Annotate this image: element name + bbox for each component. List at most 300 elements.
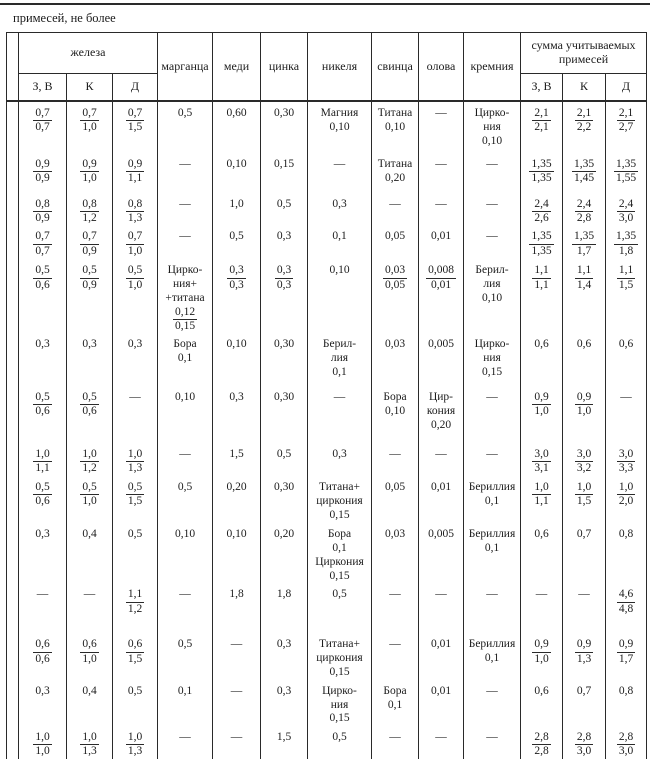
cell-text-line: 0,8 [618,528,634,541]
row-stub-cell [7,193,19,225]
row-stub-cell [7,101,19,153]
value-cell [213,386,261,443]
table-row [7,476,647,523]
value-cell [521,333,563,386]
value-cell [419,633,464,679]
header-sum-k: К [563,74,606,102]
cell-text-line: 0,01 [430,684,452,697]
cell-text-line: Бора [173,338,197,351]
value-cell [521,259,563,333]
cell-text-line: — [486,158,498,170]
row-stub-cell [7,443,19,476]
cell-text-line: 0,01 [430,638,452,651]
fraction-value: $\frac{0,5}{0,9}$ [82,264,97,291]
value-cell [606,101,647,153]
cell-text-line: — [486,230,498,243]
value-cell [261,333,308,386]
header-iron-k: К [67,74,113,102]
cell-text-line: 0,6 [534,528,549,541]
value-cell [308,523,372,583]
cell-text-line: 0,3 [229,391,244,404]
cell-text-line: 0,10 [329,120,350,133]
fraction-value: $\frac{0,9}{1,7}$ [618,638,634,665]
value-cell [213,333,261,386]
value-cell [419,476,464,523]
value-cell [464,333,521,386]
fraction-value: $\frac{0,9}{1,0}$ [82,158,97,185]
value-cell [464,259,521,333]
value-cell [521,633,563,679]
value-cell [606,443,647,476]
row-stub-cell [7,680,19,726]
value-cell [19,523,67,583]
cell-text-line: 1,0 [229,198,244,210]
value-cell [563,476,606,523]
cell-text-line: 0,7 [576,528,592,541]
cell-text-line: — [333,391,346,404]
cell-text-line: 0,20 [384,171,406,184]
value-cell [606,225,647,259]
cell-text-line: 0,5 [127,528,143,541]
cell-text-line: — [83,588,96,601]
value-cell [113,443,158,476]
cell-text-line: 0,6 [534,338,549,351]
value-cell [606,523,647,583]
cell-text-line: — [36,588,49,601]
table-header [7,33,647,102]
cell-text-line: 0,30 [273,338,295,351]
row-stub-cell [7,225,19,259]
value-cell [213,443,261,476]
cell-text-line: +титана [165,292,205,305]
cell-text-line: Бериллия [468,481,516,494]
value-cell [419,153,464,193]
value-cell [261,225,308,259]
table-row [7,583,647,633]
fraction-value: $\frac{0,9}{1,0}$ [576,391,592,418]
cell-text-line: 0,10 [481,292,503,305]
cell-text-line: 0,20 [273,528,295,541]
fraction-value: $\frac{1,0}{1,3}$ [127,448,143,475]
cell-text-line: 0,1 [484,495,500,508]
value-cell [213,680,261,726]
cell-text-line: 0,10 [329,264,350,277]
cell-text-line: — [179,588,191,601]
value-cell [464,726,521,758]
cell-text-line: 0,005 [428,528,454,541]
cell-text-line: 0,1 [177,352,193,365]
value-cell [19,386,67,443]
value-cell [213,153,261,193]
fraction-value: $\frac{0,6}{1,0}$ [82,638,97,665]
cell-text-line: 0,10 [384,120,406,133]
value-cell [158,523,213,583]
value-cell [261,523,308,583]
row-stub-cell [7,523,19,583]
cell-text-line: 0,3 [35,684,50,697]
value-cell [308,193,372,225]
cell-text-line: 0,30 [273,107,295,119]
value-cell [372,259,419,333]
value-cell [419,225,464,259]
value-cell [158,333,213,386]
cell-text-line: — [179,198,191,210]
cell-text-line: 0,3 [332,198,347,210]
value-cell [606,583,647,633]
value-cell [606,680,647,726]
fraction-value: $\frac{2,8}{3,0}$ [576,731,592,758]
header-iron-zv: З, В [19,74,67,102]
value-cell [563,726,606,758]
fraction-value: $\frac{3,0}{3,3}$ [618,448,634,475]
cell-text-line: 0,30 [273,481,295,494]
value-cell [372,726,419,758]
cell-text-line: Берил- [322,338,357,351]
cell-text-line: 0,6 [534,684,549,697]
cell-text-line: 0,5 [177,638,193,651]
cell-text-line: Магния [320,107,359,119]
cell-text-line: — [435,448,447,461]
value-cell [67,101,113,153]
value-cell [563,259,606,333]
document-page [0,3,650,758]
table-row [7,726,647,758]
fraction-value: $\frac{0,8}{0,9}$ [35,198,50,225]
cell-text-line: лия [483,278,501,291]
fraction-value: $\frac{0,5}{1,0}$ [82,481,97,508]
value-cell [372,193,419,225]
header-sum-d: Д [606,74,647,102]
cell-text-line: ния [483,120,501,133]
cell-text-line: — [486,198,498,210]
value-cell [308,443,372,476]
value-cell [521,523,563,583]
value-cell [563,583,606,633]
cell-text-line: 0,005 [428,338,454,351]
cell-text-line: Циркония [315,555,364,568]
table-row [7,333,647,386]
cell-text-line: 0,1 [484,652,500,665]
fraction-value: $\frac{0,5}{1,5}$ [127,481,143,508]
cell-text-line: 0,1 [332,542,347,555]
value-cell [464,476,521,523]
value-cell [261,443,308,476]
fraction-value: $\frac{1,1}{1,2}$ [127,588,143,615]
fraction-value: $\frac{1,35}{1,35}$ [531,158,552,185]
value-cell [67,153,113,193]
fraction-value: $\frac{1,0}{1,3}$ [82,731,97,758]
value-cell [19,726,67,758]
cell-text-line: Берил- [475,264,509,277]
fraction-value: $\frac{1,0}{1,3}$ [127,731,143,758]
cell-text-line: 0,3 [35,338,50,351]
cell-text-line: — [620,391,632,404]
value-cell [464,443,521,476]
value-cell [563,193,606,225]
table-row [7,225,647,259]
fraction-value: $\frac{1,1}{1,4}$ [576,264,592,291]
cell-text-line: 0,10 [384,405,406,418]
cell-text-line: Бериллия [468,528,516,541]
value-cell [19,193,67,225]
value-cell [606,259,647,333]
fraction-value: $\frac{0,3}{0,3}$ [229,264,244,291]
fraction-value: $\frac{0,7}{1,0}$ [127,230,143,257]
cell-text-line: Цир- [428,391,454,404]
value-cell [464,386,521,443]
fraction-value: $\frac{1,0}{2,0}$ [618,481,634,508]
value-cell [372,583,419,633]
value-cell [261,101,308,153]
cell-text-line: — [230,684,243,697]
cell-text-line: 0,30 [273,391,295,404]
value-cell [521,225,563,259]
value-cell [19,583,67,633]
fraction-value: $\frac{1,1}{1,5}$ [618,264,634,291]
value-cell [67,386,113,443]
cell-text-line: — [435,107,447,119]
row-stub-cell [7,333,19,386]
header-iron-d: Д [113,74,158,102]
value-cell [67,523,113,583]
cell-text-line: Титана [377,158,413,170]
value-cell [67,333,113,386]
cell-text-line: 0,15 [481,365,503,378]
value-cell [372,680,419,726]
value-cell [563,153,606,193]
value-cell [261,680,308,726]
fraction-value: $\frac{2,8}{3,0}$ [618,731,634,758]
cell-text-line: Титана [377,107,413,119]
value-cell [67,443,113,476]
fraction-value: $\frac{1,35}{1,7}$ [573,230,595,257]
value-cell [113,225,158,259]
fraction-value: $\frac{1,0}{1,1}$ [35,448,50,475]
value-cell [19,333,67,386]
value-cell [19,680,67,726]
value-cell [158,386,213,443]
cell-text-line: — [179,731,191,744]
fraction-value: $\frac{0,9}{1,3}$ [576,638,592,665]
corner-stub-cell [7,33,19,102]
value-cell [113,583,158,633]
fraction-value: $\frac{0,8}{1,2}$ [82,198,97,225]
cell-text-line: 1,5 [276,731,292,744]
cell-text-line: 0,60 [226,107,247,119]
table-row [7,523,647,583]
fraction-value: $\frac{2,4}{2,6}$ [534,198,549,225]
cell-text-line: 0,6 [576,338,592,351]
fraction-value: $\frac{0,9}{1,0}$ [534,638,549,665]
cell-text-line: 0,7 [576,684,592,697]
value-cell [464,523,521,583]
cell-text-line: 0,15 [329,569,350,582]
cell-text-line: кония [426,405,456,418]
value-cell [261,386,308,443]
value-cell [464,225,521,259]
cell-text-line: 1,8 [229,588,244,601]
fraction-value: $\frac{1,0}{1,5}$ [576,481,592,508]
cell-text-line: 0,20 [226,481,247,494]
cell-text-line: ния [330,698,349,711]
value-cell [19,633,67,679]
row-stub-cell [7,476,19,523]
fraction-value: $\frac{2,8}{2,8}$ [534,731,549,758]
value-cell [372,101,419,153]
fraction-value: $\frac{0,9}{0,9}$ [35,158,50,185]
fraction-value: $\frac{1,35}{1,8}$ [615,230,637,257]
value-cell [67,259,113,333]
value-cell [67,680,113,726]
cell-text-line: Цирко- [322,684,357,697]
cell-text-line: 0,20 [430,418,452,431]
cell-text-line: — [435,198,447,210]
value-cell [419,443,464,476]
value-cell [419,193,464,225]
cell-text-line: — [486,731,498,744]
cell-text-line: 0,03 [384,338,406,351]
value-cell [372,153,419,193]
cell-text-line: 0,3 [127,338,143,351]
value-cell [261,583,308,633]
cell-text-line: Бора [383,391,407,404]
value-cell [308,726,372,758]
value-cell [158,101,213,153]
cell-text-line: Титана+ [319,481,360,494]
value-cell [521,386,563,443]
table-row [7,443,647,476]
value-cell [464,633,521,679]
cell-text-line: 0,5 [332,588,347,601]
value-cell [113,101,158,153]
table-row [7,386,647,443]
fraction-value: $\frac{1,35}{1,45}$ [573,158,595,185]
cell-text-line: — [179,448,191,461]
cell-text-line: 0,1 [332,365,347,378]
value-cell [372,443,419,476]
cell-text-line: 0,5 [332,731,347,744]
row-stub-cell [7,153,19,193]
fraction-value: $\frac{4,6}{4,8}$ [618,588,634,615]
cell-text-line: 0,3 [276,684,292,697]
value-cell [67,633,113,679]
value-cell [113,633,158,679]
fraction-value: $\frac{2,4}{3,0}$ [618,198,634,225]
cell-text-line: 0,5 [177,481,193,494]
value-cell [19,101,67,153]
value-cell [563,101,606,153]
value-cell [308,583,372,633]
cell-text-line: циркония [316,652,363,665]
header-nickel: никеля [308,33,372,102]
cell-text-line: Цирко- [474,107,510,119]
value-cell [606,333,647,386]
value-cell [113,386,158,443]
value-cell [372,386,419,443]
cell-text-line: 0,3 [82,338,97,351]
cell-text-line: — [486,684,498,697]
value-cell [308,259,372,333]
fraction-value: $\frac{0,12}{0,15}$ [174,305,196,333]
value-cell [521,101,563,153]
value-cell [113,259,158,333]
cell-text-line: 0,01 [430,230,452,243]
value-cell [261,633,308,679]
cell-text-line: 0,5 [276,448,292,461]
value-cell [113,680,158,726]
value-cell [308,633,372,679]
fraction-value: $\frac{1,0}{1,2}$ [82,448,97,475]
value-cell [521,680,563,726]
cell-text-line: 0,15 [329,508,350,521]
fraction-value: $\frac{3,0}{3,1}$ [534,448,549,475]
header-copper: меди [213,33,261,102]
cell-text-line: 0,3 [332,448,347,461]
value-cell [19,225,67,259]
value-cell [419,726,464,758]
value-cell [113,333,158,386]
cell-text-line: Бора [383,684,407,697]
cell-text-line: 0,10 [174,391,196,404]
value-cell [372,476,419,523]
cell-text-line: циркония [316,495,363,508]
value-cell [521,476,563,523]
cell-text-line: 0,15 [329,712,350,725]
cell-text-line: 0,3 [276,230,292,243]
cell-text-line: 0,10 [226,528,247,541]
table-caption: примесей, не более [0,3,650,32]
value-cell [521,583,563,633]
cell-text-line: — [389,638,401,651]
cell-text-line: 1,8 [276,588,292,601]
fraction-value: $\frac{0,9}{1,0}$ [534,391,549,418]
cell-text-line: 0,5 [127,684,143,697]
cell-text-line: — [179,230,191,243]
value-cell [67,583,113,633]
cell-text-line: — [389,588,401,601]
row-stub-cell [7,633,19,679]
cell-text-line: 0,01 [430,481,452,494]
value-cell [213,476,261,523]
cell-text-line: — [578,588,590,601]
value-cell [261,153,308,193]
value-cell [308,386,372,443]
fraction-value: $\frac{0,7}{1,0}$ [82,107,97,134]
value-cell [464,153,521,193]
cell-text-line: 0,3 [276,638,292,651]
value-cell [113,523,158,583]
fraction-value: $\frac{3,0}{3,2}$ [576,448,592,475]
fraction-value: $\frac{2,1}{2,1}$ [534,107,549,134]
value-cell [419,523,464,583]
cell-text-line: Цирко- [167,264,203,277]
value-cell [67,193,113,225]
value-cell [308,476,372,523]
fraction-value: $\frac{2,4}{2,8}$ [576,198,592,225]
fraction-value: $\frac{0,3}{0,3}$ [276,264,292,291]
header-silicon: кремния [464,33,521,102]
cell-text-line: 0,8 [618,684,634,697]
value-cell [372,523,419,583]
cell-text-line: Бериллия [468,638,516,651]
header-tin: олова [419,33,464,102]
row-stub-cell [7,583,19,633]
cell-text-line: 0,5 [229,230,244,243]
fraction-value: $\frac{0,5}{0,6}$ [35,481,50,508]
value-cell [372,225,419,259]
value-cell [464,583,521,633]
fraction-value: $\frac{1,0}{1,1}$ [534,481,549,508]
